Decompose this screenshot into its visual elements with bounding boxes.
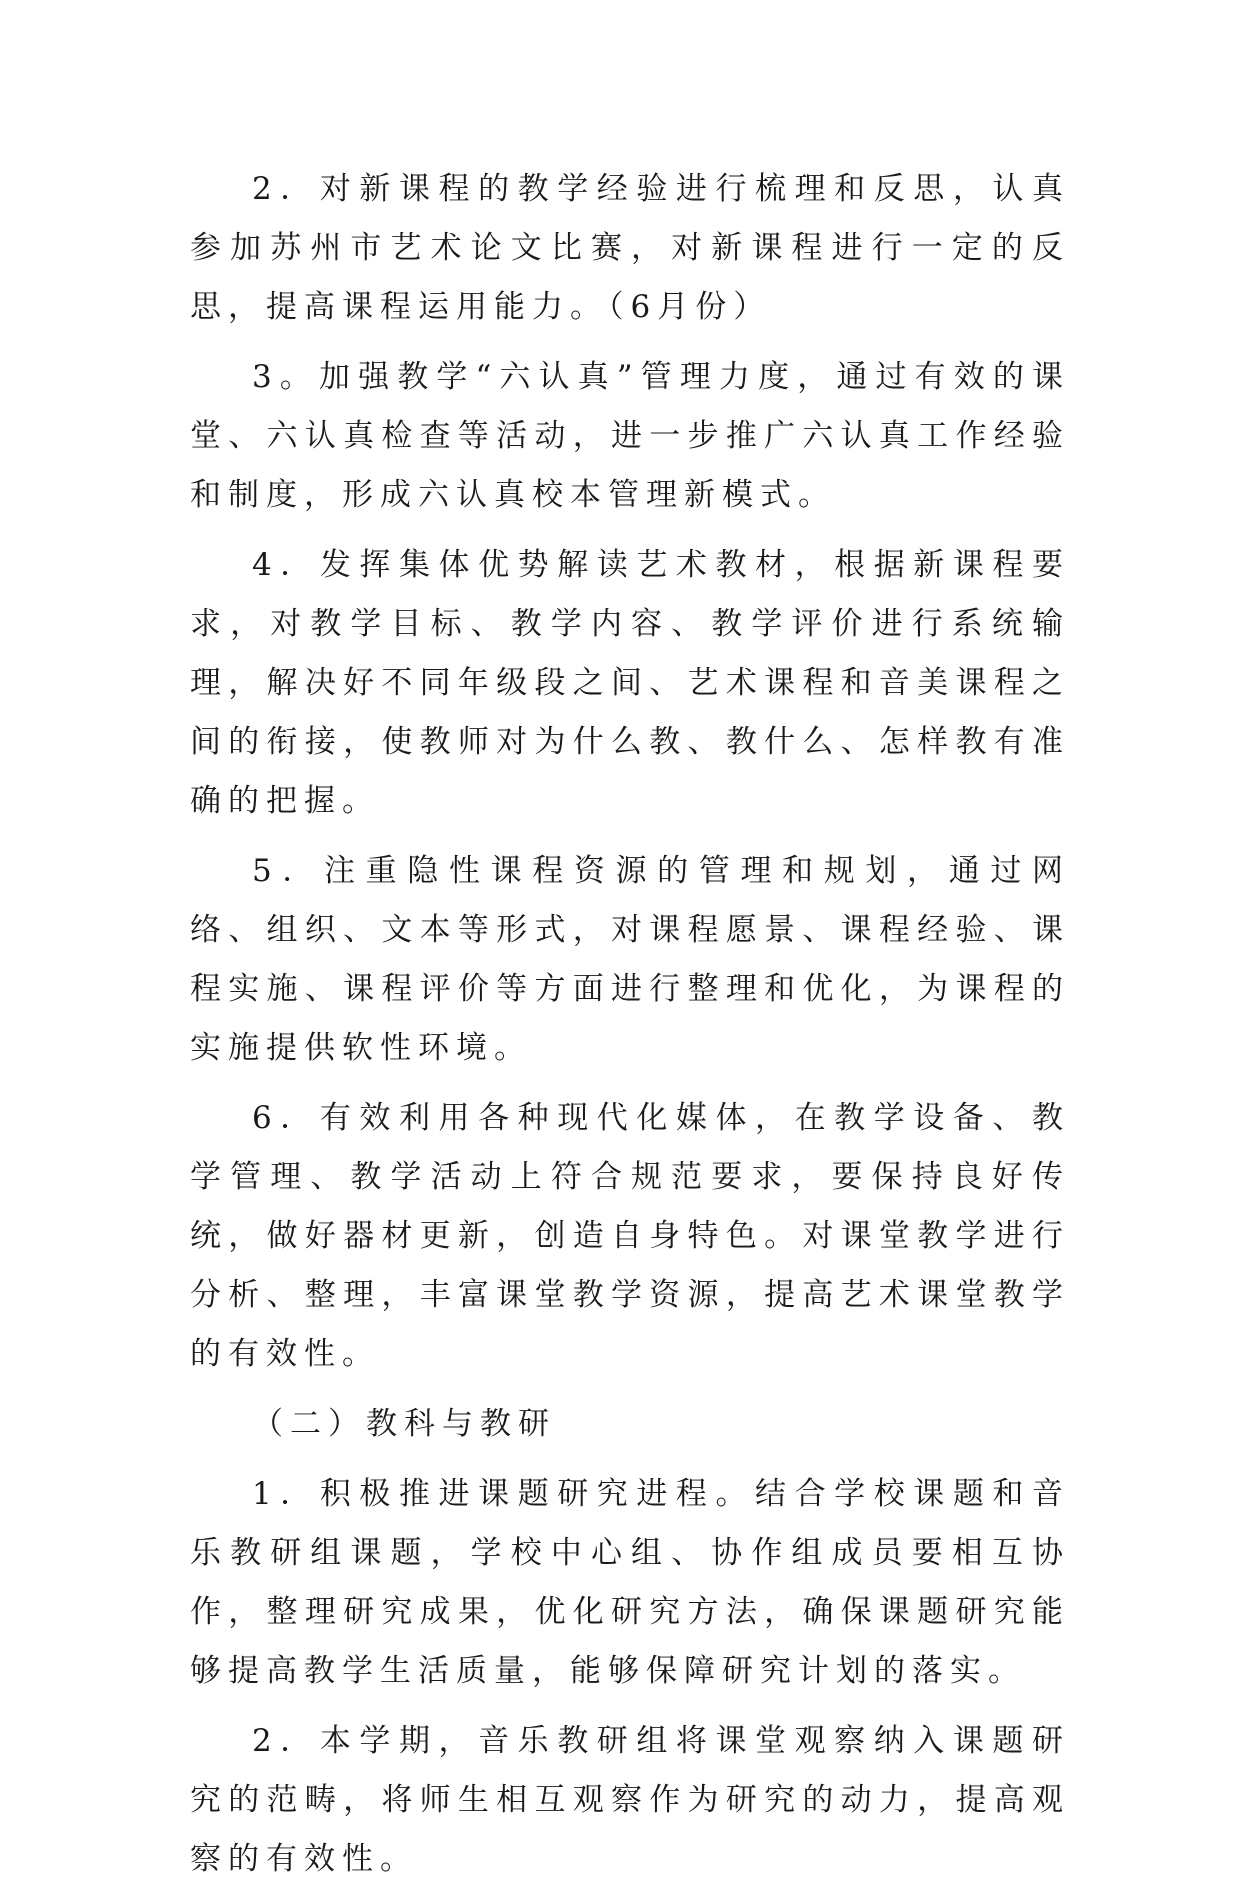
paragraph-item-2: 2．对新课程的教学经验进行梳理和反思，认真参加苏州市艺术论文比赛，对新课程进行一定的反思，提高课程运用能力。（6月份）	[190, 171, 1070, 325]
section-paragraph-1: 1．积极推进课题研究进程。结合学校课题和音乐教研组课题，学校中心组、协作组成员要相互协作，整理研究成果，优化研究方法，确保课题研究能够提高教学生活质量，能够保障研究计划的落实。	[190, 1476, 1070, 1689]
document-body	[190, 160, 1070, 1900]
section-paragraph-2: 2．本学期，音乐教研组将课堂观察纳入课题研究的范畴，将师生相互观察作为研究的动力，提高观察的有效性。	[190, 1723, 1070, 1877]
section-heading: （二）教科与教研	[252, 1406, 556, 1442]
paragraph-item-6: 6．有效利用各种现代化媒体，在教学设备、教学管理、教学活动上符合规范要求，要保持良好传统，做好器材更新，创造自身特色。对课堂教学进行分析、整理，丰富课堂教学资源，提高艺术课堂教学的有效性。	[190, 1100, 1070, 1372]
paragraph-item-3: 3。加强教学“六认真”管理力度，通过有效的课堂、六认真检查等活动，进一步推广六认真工作经验和制度，形成六认真校本管理新模式。	[190, 359, 1070, 513]
paragraph-item-4: 4．发挥集体优势解读艺术教材，根据新课程要求，对教学目标、教学内容、教学评价进行系统输理，解决好不同年级段之间、艺术课程和音美课程之间的衔接，使教师对为什么教、教什么、怎样教有准确的把握。	[190, 547, 1070, 819]
paragraph-item-5: 5．注重隐性课程资源的管理和规划，通过网络、组织、文本等形式，对课程愿景、课程经验、课程实施、课程评价等方面进行整理和优化，为课程的实施提供软性环境。	[190, 853, 1070, 1066]
